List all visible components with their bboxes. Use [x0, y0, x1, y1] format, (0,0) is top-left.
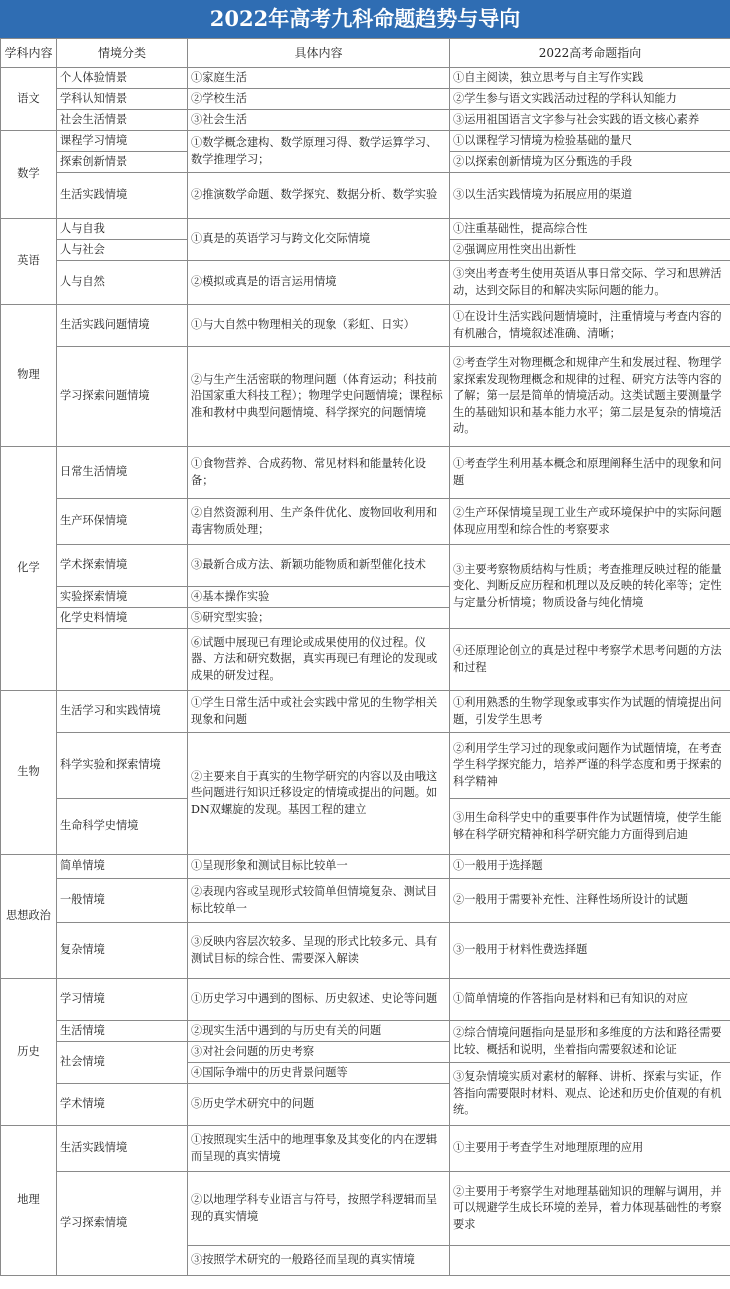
situation-cell: 化学史料情境 [57, 608, 188, 629]
table-row [1, 733, 730, 799]
situation-cell-empty [57, 629, 188, 691]
table-row [1, 879, 730, 923]
situation-cell: 复杂情境 [57, 923, 188, 979]
situation-cell: 人与自我 [57, 219, 188, 240]
header-direction: 2022高考命题指向 [450, 39, 730, 68]
direction-cell: ①在设计生活实践问题情境时，注重情境与考查内容的有机融合，情境叙述准确、清晰； [450, 305, 730, 347]
header-subject: 学科内容 [1, 39, 57, 68]
situation-cell: 课程学习情境 [57, 131, 188, 152]
direction-cell: ①一般用于选择题 [450, 855, 730, 879]
table-row [1, 855, 730, 879]
table-row [1, 305, 730, 347]
table-row [1, 89, 730, 110]
table-row [1, 545, 730, 587]
situation-cell: 生命科学史情境 [57, 799, 188, 855]
direction-cell: ①利用熟悉的生物学现象或事实作为试题的情境提出问题，引发学生思考 [450, 691, 730, 733]
direction-cell: ①主要用于考查学生对地理原理的应用 [450, 1126, 730, 1172]
subject-shengwu: 生物 [1, 691, 57, 855]
direction-cell: ②考查学生对物理概念和规律产生和发展过程、物理学家探索发现物理概念和规律的过程、研究方法等内容的了解；第一层是简单的情境活动。这类试题主要测量学生的基础知识和基本能力水平；第二层是复杂的情境活动。 [450, 347, 730, 447]
header-situation: 情境分类 [57, 39, 188, 68]
direction-cell: ①简单情境的作答指向是材料和已有知识的对应 [450, 979, 730, 1021]
table-row [1, 1021, 730, 1042]
direction-cell: ②利用学生学习过的现象或问题作为试题情境，在考查学生科学探究能力，培养严谨的科学态度和勇于探索的科学精神 [450, 733, 730, 799]
situation-cell: 学科认知情景 [57, 89, 188, 110]
situation-cell: 人与社会 [57, 240, 188, 261]
situation-cell: 生活实践情境 [57, 1126, 188, 1172]
header-content: 具体内容 [188, 39, 450, 68]
content-cell: ②学校生活 [188, 89, 450, 110]
direction-cell: ④还原理论创立的真是过程中考察学术思考问题的方法和过程 [450, 629, 730, 691]
content-cell: ①学生日常生活中或社会实践中常见的生物学相关现象和问题 [188, 691, 450, 733]
main-table [0, 38, 730, 1276]
content-cell: ③反映内容层次较多、呈现的形式比较多元、具有测试目标的综合性、需要深入解读 [188, 923, 450, 979]
content-cell: ③社会生活 [188, 110, 450, 131]
direction-cell: ①以课程学习情境为检验基础的量尺 [450, 131, 730, 152]
direction-cell: ③用生命科学史中的重要事件作为试题情境，使学生能够在科学研究精神和科学研究能力方面得到启迪 [450, 799, 730, 855]
content-cell: ④基本操作实验 [188, 587, 450, 608]
content-cell: ③对社会问题的历史考察 [188, 1042, 450, 1063]
direction-cell: ①注重基础性，提高综合性 [450, 219, 730, 240]
content-cell: ①真是的英语学习与跨文化交际情境 [188, 219, 450, 261]
situation-cell: 一般情境 [57, 879, 188, 923]
situation-cell: 社会生活情景 [57, 110, 188, 131]
content-cell: ①呈现形象和测试目标比较单一 [188, 855, 450, 879]
situation-cell: 科学实验和探索情境 [57, 733, 188, 799]
subject-huaxue: 化学 [1, 447, 57, 691]
direction-cell: ②强调应用性突出出新性 [450, 240, 730, 261]
situation-cell: 人与自然 [57, 261, 188, 305]
content-cell: ②与生产生活密联的物理问题（体育运动；科技前沿国家重大科技工程）；物理学史问题情境；课程标准和教材中典型问题情境、科学探究的问题情境 [188, 347, 450, 447]
page-title: 2022年高考九科命题趋势与导向 [0, 0, 730, 38]
situation-cell: 个人体验情景 [57, 68, 188, 89]
content-cell: ③按照学术研究的一般路径而呈现的真实情境 [188, 1246, 450, 1276]
table-row [1, 110, 730, 131]
content-cell: ⑥试题中展现已有理论或成果使用的仪过程。仪器、方法和研究数据，真实再现已有理论的发现或成果的研发过程。 [188, 629, 450, 691]
content-cell: ⑤历史学术研究中的问题 [188, 1084, 450, 1126]
table-row [1, 1172, 730, 1246]
direction-cell: ①考查学生利用基本概念和原理阐释生活中的现象和问题 [450, 447, 730, 499]
content-cell: ①数学概念建构、数学原理习得、数学运算学习、数学推理学习； [188, 131, 450, 173]
content-cell: ②以地理学科专业语言与符号，按照学科逻辑而呈现的真实情境 [188, 1172, 450, 1246]
direction-cell: ②综合情境问题指向是显形和多维度的方法和路径需要比较、概括和说明，坐着指向需要叙述和论证 [450, 1021, 730, 1063]
table-row [1, 979, 730, 1021]
table-row [1, 68, 730, 89]
subject-yingyu: 英语 [1, 219, 57, 305]
content-cell: ①家庭生活 [188, 68, 450, 89]
situation-cell: 生产环保情境 [57, 499, 188, 545]
content-cell: ④国际争端中的历史背景问题等 [188, 1063, 450, 1084]
direction-cell: ③主要考察物质结构与性质；考查推理反映过程的能量变化、判断反应历程和机理以及反映的转化率等；定性与定量分析情境；物质设备与纯化情境 [450, 545, 730, 629]
direction-cell: ③突出考查考生使用英语从事日常交际、学习和思辨活动，达到交际目的和解决实际问题的能力。 [450, 261, 730, 305]
subject-zhengzhi: 思想政治 [1, 855, 57, 979]
table-row [1, 1126, 730, 1172]
situation-cell: 学术情境 [57, 1084, 188, 1126]
direction-cell: ③一般用于材料性费选择题 [450, 923, 730, 979]
content-cell: ①与大自然中物理相关的现象（彩虹、日实） [188, 305, 450, 347]
subject-yuwen: 语文 [1, 68, 57, 131]
direction-cell: ③运用祖国语言文字参与社会实践的语文核心素养 [450, 110, 730, 131]
direction-cell: ②生产环保情境呈现工业生产或环境保护中的实际问题体现应用型和综合性的考察要求 [450, 499, 730, 545]
table-row [1, 447, 730, 499]
content-cell: ②表现内容或呈现形式较简单但情境复杂、测试目标比较单一 [188, 879, 450, 923]
subject-dili: 地理 [1, 1126, 57, 1276]
content-cell: ③最新合成方法、新颖功能物质和新型催化技术 [188, 545, 450, 587]
situation-cell: 简单情境 [57, 855, 188, 879]
table-header-row [1, 39, 730, 68]
content-cell: ⑤研究型实验； [188, 608, 450, 629]
content-cell: ①按照现实生活中的地理事象及其变化的内在逻辑而呈现的真实情境 [188, 1126, 450, 1172]
situation-cell: 学习探索情境 [57, 1172, 188, 1276]
table-row [1, 629, 730, 691]
situation-cell: 实验探索情境 [57, 587, 188, 608]
direction-cell: ②学生参与语文实践活动过程的学科认知能力 [450, 89, 730, 110]
content-cell: ②自然资源利用、生产条件优化、废物回收利用和毒害物质处理； [188, 499, 450, 545]
content-cell: ②模拟或真是的语言运用情境 [188, 261, 450, 305]
subject-wuli: 物理 [1, 305, 57, 447]
situation-cell: 生活实践情境 [57, 173, 188, 219]
direction-cell-empty [450, 1246, 730, 1276]
content-cell: ②推演数学命题、数学探究、数据分析、数学实验 [188, 173, 450, 219]
subject-shuxue: 数学 [1, 131, 57, 219]
situation-cell: 生活情境 [57, 1021, 188, 1042]
situation-cell: 学术探索情境 [57, 545, 188, 587]
situation-cell: 生活实践问题情境 [57, 305, 188, 347]
situation-cell: 日常生活情境 [57, 447, 188, 499]
situation-cell: 生活学习和实践情境 [57, 691, 188, 733]
situation-cell: 学习情境 [57, 979, 188, 1021]
content-cell: ①历史学习中遇到的图标、历史叙述、史论等问题 [188, 979, 450, 1021]
direction-cell: ①自主阅读，独立思考与自主写作实践 [450, 68, 730, 89]
table-row [1, 173, 730, 219]
table-row [1, 347, 730, 447]
table-row [1, 131, 730, 152]
table-row [1, 499, 730, 545]
content-cell: ②现实生活中遇到的与历史有关的问题 [188, 1021, 450, 1042]
situation-cell: 学习探索问题情境 [57, 347, 188, 447]
table-row [1, 261, 730, 305]
direction-cell: ③以生活实践情境为拓展应用的渠道 [450, 173, 730, 219]
direction-cell: ②以探索创新情境为区分甄选的手段 [450, 152, 730, 173]
direction-cell: ②一般用于需要补充性、注释性场所设计的试题 [450, 879, 730, 923]
situation-cell: 探索创新情景 [57, 152, 188, 173]
content-cell: ①食物营养、合成药物、常见材料和能量转化设备； [188, 447, 450, 499]
direction-cell: ②主要用于考察学生对地理基础知识的理解与调用，并可以规避学生成长环境的差异，着力体现基础性的考察要求 [450, 1172, 730, 1246]
direction-cell: ③复杂情境实质对素材的解释、讲析、探索与实证，作答指向需要限时材料、观点、论述和历史价值观的有机统。 [450, 1063, 730, 1126]
situation-cell: 社会情境 [57, 1042, 188, 1084]
table-row [1, 923, 730, 979]
table-row [1, 219, 730, 240]
table-row [1, 691, 730, 733]
content-cell: ②主要来自于真实的生物学研究的内容以及由哦这些问题进行知识迁移设定的情境或提出的问题。如DN双螺旋的发现。基因工程的建立 [188, 733, 450, 855]
subject-lishi: 历史 [1, 979, 57, 1126]
